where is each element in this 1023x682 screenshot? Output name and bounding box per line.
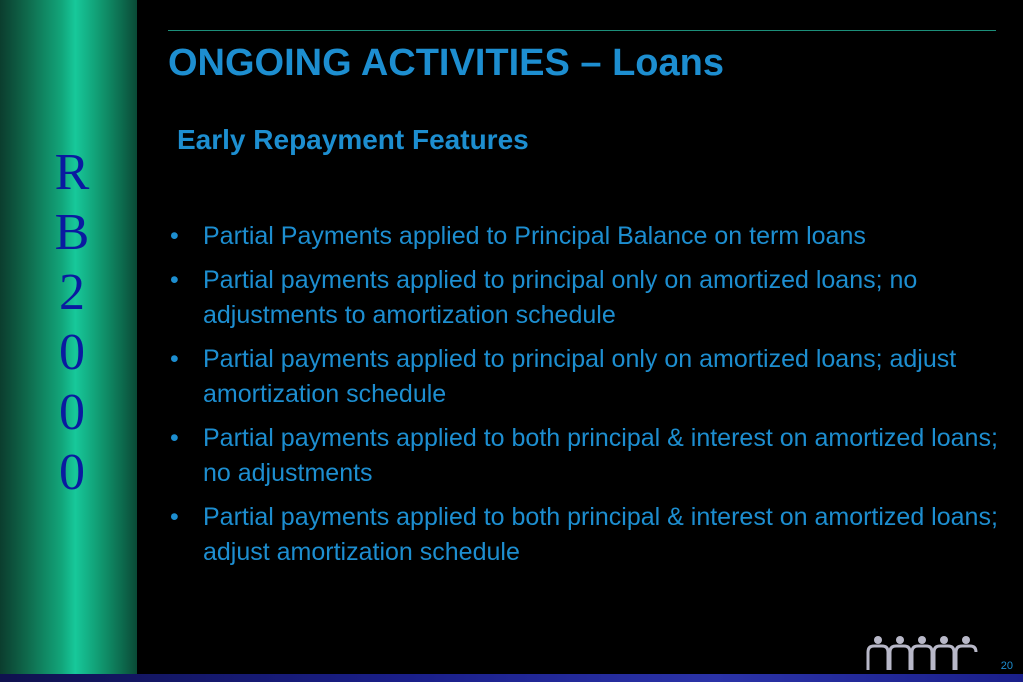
bullet-list [168, 219, 1013, 579]
bottom-bar [0, 674, 1023, 682]
slide-subtitle: Early Repayment Features [177, 124, 529, 155]
title-divider [168, 30, 996, 31]
side-vertical-text [37, 143, 107, 503]
bullet-icon: • [170, 222, 179, 250]
bullet-text: Partial payments applied to principal only on amortized loans; adjust amortization schedule [203, 345, 957, 408]
side-letter: 0 [59, 384, 85, 441]
bullet-item [168, 342, 1013, 412]
people-group-logo-icon [858, 634, 988, 678]
bullet-icon: • [170, 424, 179, 452]
bullet-text: Partial payments applied to both principal & interest on amortized loans; adjust amortization schedule [203, 503, 998, 566]
bullet-icon: • [170, 345, 179, 373]
bullet-item [168, 421, 1013, 491]
bullet-text: Partial Payments applied to Principal Balance on term loans [203, 222, 866, 250]
side-letter: 2 [59, 264, 85, 321]
slide-title: ONGOING ACTIVITIES – Loans [168, 42, 724, 84]
side-band [0, 0, 137, 674]
bullet-item [168, 500, 1013, 570]
side-letter: B [54, 204, 90, 261]
bullet-item [168, 263, 1013, 333]
bullet-item [168, 219, 1013, 254]
bullet-text: Partial payments applied to both principal & interest on amortized loans; no adjustments [203, 424, 998, 487]
side-letter: R [54, 144, 90, 201]
page-number: 20 [1000, 660, 1013, 672]
side-letter: 0 [59, 444, 85, 501]
side-letter: 0 [59, 324, 85, 381]
bullet-icon: • [170, 503, 179, 531]
bullet-text: Partial payments applied to principal only on amortized loans; no adjustments to amortization schedule [203, 266, 918, 329]
bullet-icon: • [170, 266, 179, 294]
